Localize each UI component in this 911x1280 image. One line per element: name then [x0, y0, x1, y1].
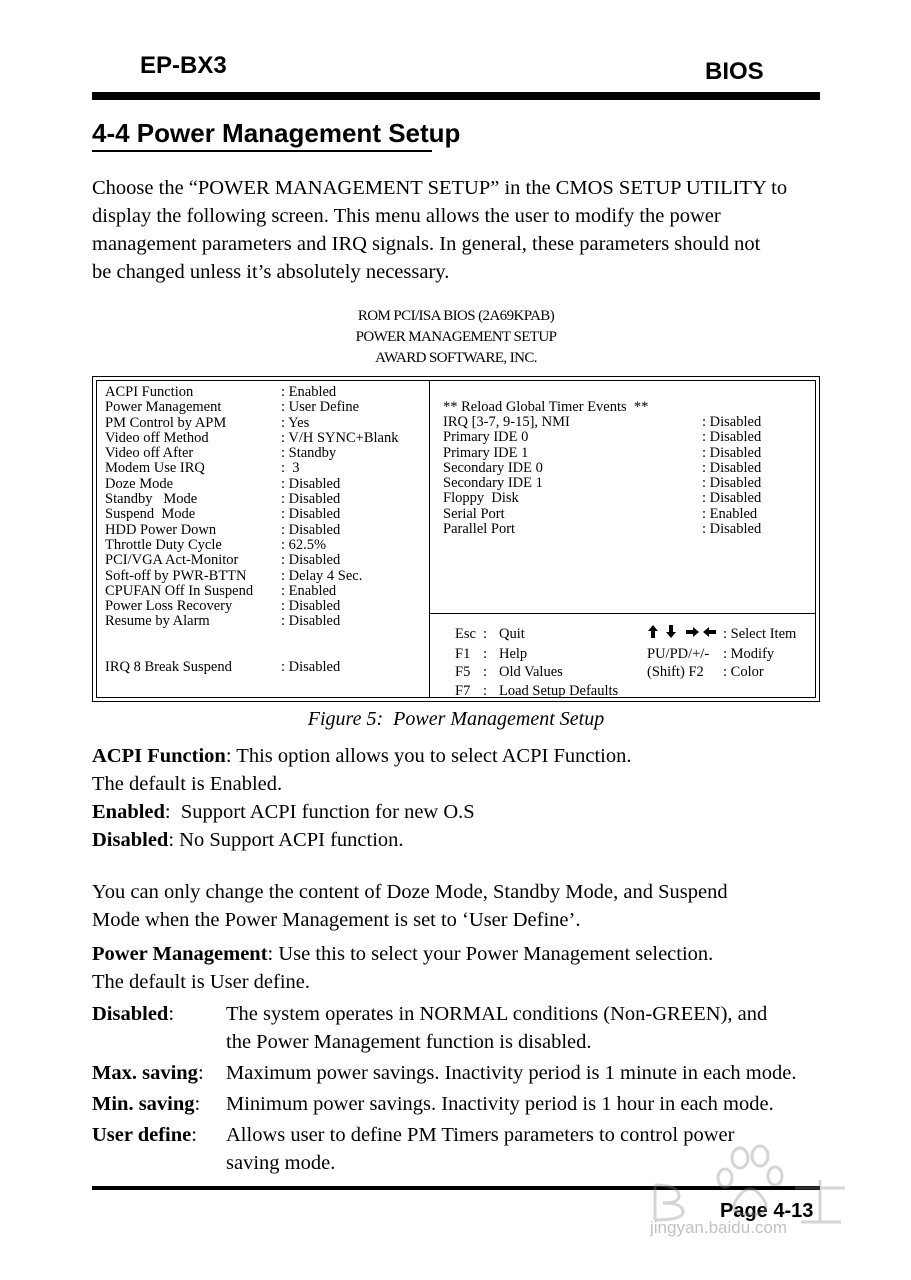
bios-item-label: Power Management	[105, 399, 222, 416]
bios-irq8-value[interactable]: : Disabled	[281, 659, 341, 675]
acpi-description	[92, 742, 832, 854]
bios-item-value[interactable]: : Disabled	[281, 506, 341, 523]
section-title-underline	[92, 150, 432, 152]
bios-item-value[interactable]: : Disabled	[281, 491, 341, 508]
bios-caption-line: ROM PCI/ISA BIOS (2A69KPAB)	[357, 308, 555, 324]
bios-item-value[interactable]: : Disabled	[281, 613, 341, 630]
bios-column-divider	[429, 381, 430, 697]
bios-item-value[interactable]: : 62.5%	[281, 536, 327, 553]
bios-item-value[interactable]: : Enabled	[702, 505, 758, 522]
acpi-default: The default is Enabled.	[92, 773, 283, 795]
option-desc-line: the Power Management function is disabled.	[226, 1031, 592, 1053]
f7-key: F7	[455, 683, 471, 699]
bios-left-values	[281, 385, 398, 630]
bios-item-value[interactable]: : Disabled	[702, 429, 762, 446]
option-desc-line: Allows user to define PM Timers parameters to control power	[226, 1124, 735, 1146]
bios-item-value[interactable]: : Disabled	[281, 552, 341, 569]
shift-f2-action: : Color	[723, 664, 764, 680]
key-separator: :	[483, 626, 488, 642]
f5-action: Old Values	[499, 664, 563, 680]
f1-key: F1	[455, 646, 471, 662]
bios-right-labels	[443, 415, 570, 537]
figure-caption: Figure 5: Power Management Setup	[307, 708, 605, 730]
arrow-keys-icon	[647, 624, 725, 640]
bios-item-value[interactable]: : User Define	[281, 399, 360, 416]
arrows-action: : Select Item	[723, 626, 797, 642]
acpi-disabled-line	[92, 826, 832, 854]
bios-irq8-label: IRQ 8 Break Suspend	[105, 659, 232, 675]
bios-item-value[interactable]: : V/H SYNC+Blank	[281, 429, 399, 446]
option-colon: :	[168, 1003, 175, 1025]
option-desc	[226, 1090, 826, 1118]
bios-item-value[interactable]: : Disabled	[281, 598, 341, 615]
bios-item-value[interactable]: : 3	[281, 460, 300, 477]
section-title: 4-4 Power Management Setup	[92, 118, 461, 148]
bios-item-value[interactable]: : Delay 4 Sec.	[281, 567, 363, 584]
bios-item-label: Primary IDE 1	[443, 444, 529, 461]
bios-item-label: Primary IDE 0	[443, 429, 529, 446]
bios-item-label: Floppy Disk	[443, 490, 519, 507]
bios-item-label: Doze Mode	[105, 475, 174, 492]
option-term-text: Max. saving	[92, 1062, 198, 1084]
option-desc	[226, 1000, 826, 1056]
option-term	[92, 1121, 197, 1149]
bios-item-label: Soft-off by PWR-BTTN	[105, 567, 247, 584]
option-term-text: Min. saving	[92, 1093, 195, 1115]
bios-item-label: Power Loss Recovery	[105, 598, 233, 615]
bios-item-label: Throttle Duty Cycle	[105, 536, 222, 553]
intro-paragraph	[92, 174, 832, 286]
bios-item-value[interactable]: : Standby	[281, 445, 337, 462]
bios-item-label: IRQ [3-7, 9-15], NMI	[443, 414, 570, 430]
note-paragraph	[92, 878, 832, 934]
bios-item-value[interactable]: : Disabled	[702, 490, 762, 507]
pm-line	[92, 940, 832, 968]
option-term-text: User define	[92, 1124, 192, 1146]
header-rule	[92, 92, 820, 100]
shift-f2-key: (Shift) F2	[647, 664, 704, 680]
esc-action: Quit	[499, 626, 525, 642]
bios-item-label: ACPI Function	[105, 384, 194, 400]
bios-item-label: Suspend Mode	[105, 506, 196, 523]
f7-action: Load Setup Defaults	[499, 683, 619, 699]
bios-item-value[interactable]: : Disabled	[702, 414, 762, 430]
bios-item-value[interactable]: : Enabled	[281, 384, 337, 400]
acpi-term: ACPI Function	[92, 745, 226, 767]
option-desc-line: Minimum power savings. Inactivity period is 1 hour in each mode.	[226, 1093, 774, 1115]
intro-line: display the following screen. This menu allows the user to modify the power	[92, 205, 721, 227]
option-desc-line: The system operates in NORMAL conditions (Non-GREEN), and	[226, 1003, 768, 1025]
option-colon: :	[194, 1093, 201, 1115]
pm-default: The default is User define.	[92, 971, 311, 993]
bios-item-label: Parallel Port	[443, 521, 516, 538]
bios-item-value[interactable]: : Disabled	[702, 444, 762, 461]
bios-right-header: ** Reload Global Timer Events **	[443, 399, 649, 415]
bios-item-label: Serial Port	[443, 505, 505, 522]
intro-line: Choose the “POWER MANAGEMENT SETUP” in the CMOS SETUP UTILITY to	[92, 177, 788, 199]
acpi-enabled-line	[92, 798, 832, 826]
bios-item-value[interactable]: : Disabled	[281, 521, 341, 538]
option-desc	[226, 1059, 826, 1087]
bios-keys-divider	[429, 613, 815, 614]
enabled-desc: : Support ACPI function for new O.S	[164, 801, 475, 823]
bios-item-label: Secondary IDE 0	[443, 459, 543, 476]
bios-caption	[92, 306, 820, 369]
bios-screen-inner	[96, 380, 816, 698]
bios-left-labels	[105, 385, 253, 630]
bios-item-value[interactable]: : Yes	[281, 414, 310, 431]
bios-screen	[92, 376, 820, 702]
pm-text: : Use this to select your Power Management selection.	[267, 943, 714, 965]
option-term	[92, 1000, 174, 1028]
header-product: EP-BX3	[140, 52, 227, 79]
bios-item-label: Video off Method	[105, 429, 209, 446]
bios-right-values	[702, 415, 761, 537]
pu-key: PU/PD/+/-	[647, 646, 710, 662]
option-term	[92, 1059, 204, 1087]
intro-line: management parameters and IRQ signals. In general, these parameters should not	[92, 233, 761, 255]
enabled-term: Enabled	[92, 801, 165, 823]
acpi-text: : This option allows you to select ACPI Function.	[225, 745, 632, 767]
key-separator: :	[483, 646, 488, 662]
bios-item-value[interactable]: : Disabled	[281, 475, 341, 492]
bios-item-value[interactable]: : Disabled	[702, 459, 762, 476]
bios-item-value[interactable]: : Disabled	[702, 475, 762, 492]
acpi-line	[92, 742, 832, 770]
option-term-text: Disabled	[92, 1003, 169, 1025]
key-separator: :	[483, 683, 488, 699]
option-desc-line: saving mode.	[226, 1152, 336, 1174]
bios-item-label: PCI/VGA Act-Monitor	[105, 552, 239, 569]
bios-item-label: Modem Use IRQ	[105, 460, 205, 477]
pm-description	[92, 940, 832, 996]
bios-item-label: HDD Power Down	[105, 521, 217, 538]
option-colon: :	[191, 1124, 197, 1146]
arrow-keys-icon	[647, 624, 725, 646]
bios-item-label: Resume by Alarm	[105, 613, 210, 630]
intro-line: be changed unless it’s absolutely necessary.	[92, 261, 450, 283]
bios-item-label: Video off After	[105, 445, 194, 462]
bios-caption-line: AWARD SOFTWARE, INC.	[375, 350, 537, 366]
page-number: Page 4-13	[720, 1200, 814, 1222]
bios-item-label: PM Control by APM	[105, 414, 227, 431]
watermark-url: jingyan.baidu.com	[650, 1218, 788, 1237]
key-separator: :	[483, 664, 488, 680]
option-desc-line: Maximum power savings. Inactivity period is 1 minute in each mode.	[226, 1062, 797, 1084]
bios-item-value[interactable]: : Disabled	[702, 521, 762, 538]
f5-key: F5	[455, 664, 471, 680]
bios-item-value[interactable]: : Enabled	[281, 582, 337, 599]
disabled-term: Disabled	[92, 829, 169, 851]
note-line: You can only change the content of Doze Mode, Standby Mode, and Suspend	[92, 881, 728, 903]
bios-caption-line: POWER MANAGEMENT SETUP	[355, 329, 557, 345]
bios-item-label: Standby Mode	[105, 491, 198, 508]
option-term	[92, 1090, 200, 1118]
pu-action: : Modify	[723, 646, 775, 662]
disabled-desc: : No Support ACPI function.	[168, 829, 404, 851]
pm-term: Power Management	[92, 943, 268, 965]
f1-action: Help	[499, 646, 528, 662]
note-line: Mode when the Power Management is set to ‘User Define’.	[92, 909, 581, 931]
bios-item-label: CPUFAN Off In Suspend	[105, 582, 254, 599]
header-section: BIOS	[705, 58, 764, 85]
option-colon: :	[197, 1062, 204, 1084]
bios-item-label: Secondary IDE 1	[443, 475, 543, 492]
esc-key: Esc	[455, 626, 476, 642]
